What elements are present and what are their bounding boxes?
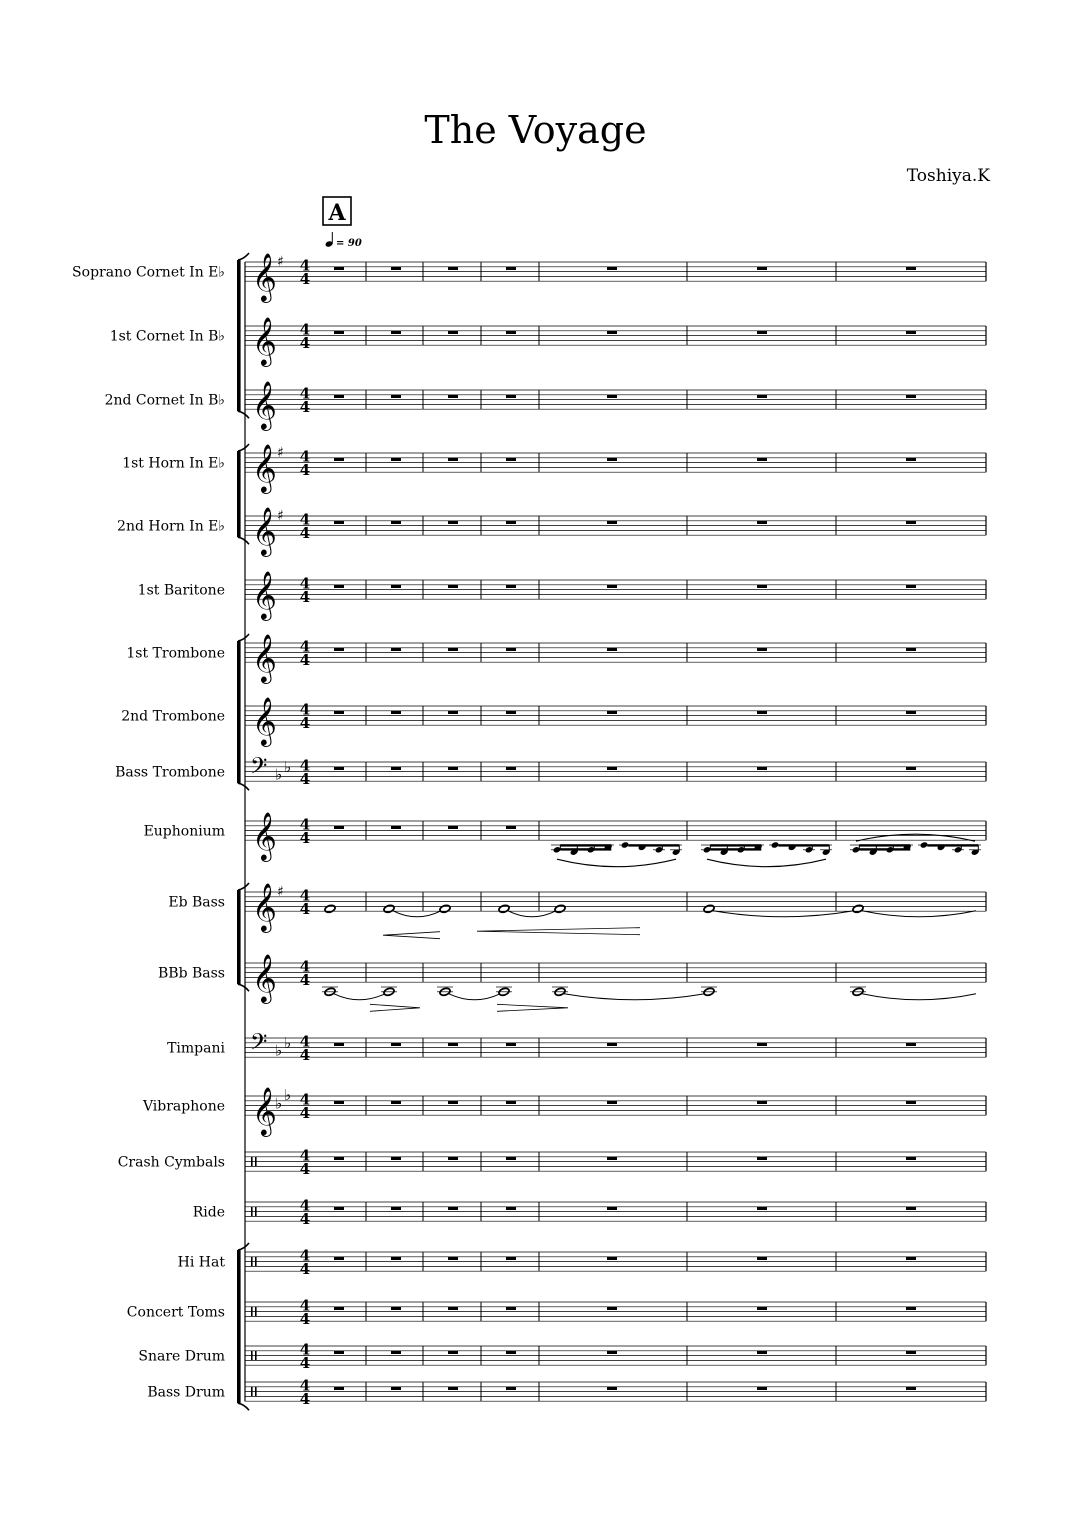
percussion-clef-icon (251, 1351, 253, 1361)
bracket-hook (238, 253, 249, 260)
time-signature-numerator: 4 (299, 815, 311, 834)
whole-rest (506, 1207, 516, 1210)
whole-rest (506, 267, 516, 270)
whole-rest (391, 267, 401, 270)
whole-rest (506, 458, 516, 461)
group-bracket (237, 641, 241, 783)
whole-rest (506, 331, 516, 334)
whole-rest (906, 1043, 916, 1046)
tempo-marking: = 90 (336, 238, 362, 249)
instrument-label: Concert Toms (126, 1304, 225, 1321)
beam (859, 844, 910, 846)
staff (245, 754, 986, 789)
treble-clef-icon: 𝄞 (252, 506, 277, 556)
whole-rest (607, 521, 617, 524)
staff (245, 443, 986, 494)
whole-rest (607, 1257, 617, 1260)
flat-icon: ♭ (284, 757, 292, 776)
time-signature-denominator: 4 (299, 1046, 311, 1065)
beam (778, 844, 829, 846)
sharp-icon: ♯ (277, 884, 284, 900)
whole-rest (334, 1101, 344, 1104)
time-signature-numerator: 4 (299, 1090, 311, 1109)
whole-rest (607, 1307, 617, 1310)
whole-rest (334, 458, 344, 461)
staff (245, 882, 986, 933)
instrument-label: 1st Cornet In B♭ (109, 328, 225, 345)
time-signature-denominator: 4 (299, 1210, 311, 1229)
whole-note (439, 904, 451, 913)
header-marks (237, 197, 362, 1410)
whole-rest (506, 711, 516, 714)
staff (245, 570, 986, 621)
whole-rest (391, 331, 401, 334)
time-signature-denominator: 4 (299, 900, 311, 919)
whole-rest (391, 1387, 401, 1390)
whole-rest (607, 767, 617, 770)
flat-icon: ♭ (284, 1033, 292, 1052)
whole-rest (334, 1307, 344, 1310)
time-signature-numerator: 4 (299, 384, 311, 403)
staff (245, 1030, 986, 1065)
instrument-label: Bass Trombone (115, 764, 225, 781)
whole-rest (757, 585, 767, 588)
whole-rest (906, 331, 916, 334)
slur (557, 859, 676, 867)
time-signature-denominator: 4 (299, 1104, 311, 1123)
staff (245, 316, 986, 367)
whole-rest (334, 1207, 344, 1210)
whole-rest (506, 1101, 516, 1104)
staff (245, 380, 986, 431)
time-signature-denominator: 4 (299, 1310, 311, 1329)
whole-rest (906, 395, 916, 398)
instrument-label: Crash Cymbals (117, 1154, 225, 1171)
treble-clef-icon: 𝄞 (252, 696, 277, 746)
instrument-label: Eb Bass (168, 894, 225, 911)
whole-rest (391, 1101, 401, 1104)
whole-rest (506, 585, 516, 588)
whole-rest (334, 1387, 344, 1390)
tie (564, 994, 705, 1000)
bracket-hook (238, 883, 249, 890)
whole-rest (448, 267, 458, 270)
whole-rest (757, 1157, 767, 1160)
staff (245, 506, 986, 557)
whole-rest (757, 1207, 767, 1210)
whole-rest (506, 767, 516, 770)
whole-rest (506, 826, 516, 829)
instrument-label: Timpani (167, 1040, 225, 1057)
whole-rest (391, 826, 401, 829)
group-bracket (237, 890, 241, 984)
bracket-hook (238, 984, 249, 991)
bracket-hook (238, 1243, 249, 1250)
staff (245, 811, 986, 862)
whole-rest (448, 331, 458, 334)
rehearsal-mark: A (328, 200, 346, 226)
whole-rest (448, 1043, 458, 1046)
bracket-hook (238, 411, 249, 418)
whole-rest (607, 648, 617, 651)
time-signature-denominator: 4 (299, 1160, 311, 1179)
staff (245, 252, 986, 303)
tie (862, 994, 976, 1000)
time-signature-numerator: 4 (299, 510, 311, 529)
whole-rest (334, 521, 344, 524)
whole-rest (334, 711, 344, 714)
whole-rest (391, 585, 401, 588)
whole-rest (391, 1207, 401, 1210)
percussion-clef-icon (251, 1157, 253, 1167)
instrument-label: 1st Trombone (126, 645, 225, 662)
whole-rest (906, 267, 916, 270)
whole-rest (391, 648, 401, 651)
beam (710, 844, 761, 846)
whole-rest (334, 1257, 344, 1260)
whole-rest (506, 395, 516, 398)
time-signature-denominator: 4 (299, 1390, 311, 1409)
whole-rest (906, 521, 916, 524)
time-signature-numerator: 4 (299, 447, 311, 466)
time-signature-denominator: 4 (299, 714, 311, 733)
whole-rest (391, 1257, 401, 1260)
time-signature-denominator: 4 (299, 1260, 311, 1279)
time-signature-numerator: 4 (299, 637, 311, 656)
whole-rest (607, 711, 617, 714)
whole-rest (506, 1307, 516, 1310)
bracket-hook (238, 1403, 249, 1410)
whole-rest (391, 1157, 401, 1160)
flat-icon: ♭ (275, 765, 283, 784)
time-signature-numerator: 4 (299, 1196, 311, 1215)
whole-rest (391, 711, 401, 714)
whole-rest (391, 521, 401, 524)
whole-rest (391, 395, 401, 398)
whole-rest (334, 395, 344, 398)
whole-rest (506, 648, 516, 651)
whole-rest (448, 1307, 458, 1310)
sharp-icon: ♯ (277, 445, 284, 461)
tie (393, 911, 441, 917)
bracket-hook (238, 537, 249, 544)
whole-rest (757, 1257, 767, 1260)
instrument-label: Bass Drum (147, 1384, 225, 1401)
instrument-label: Soprano Cornet In E♭ (72, 264, 225, 281)
whole-note (852, 904, 864, 913)
composer-name: Toshiya.K (906, 166, 990, 186)
music (322, 0, 986, 1390)
flat-icon: ♭ (275, 1041, 283, 1060)
time-signature-denominator: 4 (299, 334, 311, 353)
instrument-label: 2nd Trombone (121, 708, 225, 725)
whole-rest (506, 521, 516, 524)
whole-rest (607, 331, 617, 334)
treble-clef-icon: 𝄞 (252, 953, 277, 1003)
time-signature-numerator: 4 (299, 1246, 311, 1265)
treble-clef-icon: 𝄞 (252, 882, 277, 932)
percussion-clef-icon (255, 1351, 257, 1361)
whole-rest (448, 585, 458, 588)
whole-rest (391, 1043, 401, 1046)
whole-rest (906, 1351, 916, 1354)
whole-rest (757, 1387, 767, 1390)
whole-rest (334, 585, 344, 588)
whole-rest (448, 1387, 458, 1390)
whole-rest (906, 1257, 916, 1260)
whole-rest (757, 1307, 767, 1310)
treble-clef-icon: 𝄞 (252, 633, 277, 683)
time-signature-denominator: 4 (299, 1354, 311, 1373)
tie (334, 994, 385, 1000)
staff (245, 1341, 986, 1373)
percussion-clef-icon (255, 1207, 257, 1217)
whole-rest (757, 767, 767, 770)
beam (628, 844, 679, 846)
whole-rest (448, 458, 458, 461)
percussion-clef-icon (251, 1207, 253, 1217)
whole-rest (448, 711, 458, 714)
whole-rest (448, 767, 458, 770)
whole-note (383, 904, 395, 913)
bracket-hook (238, 783, 249, 790)
whole-rest (334, 1043, 344, 1046)
beam (560, 848, 611, 850)
whole-rest (506, 1351, 516, 1354)
whole-rest (906, 767, 916, 770)
instrument-label: Ride (192, 1204, 225, 1221)
whole-rest (607, 1207, 617, 1210)
flat-icon: ♭ (284, 1085, 292, 1104)
whole-rest (506, 1257, 516, 1260)
beam (927, 844, 978, 846)
whole-rest (906, 1101, 916, 1104)
time-signature-numerator: 4 (299, 1340, 311, 1359)
whole-rest (391, 767, 401, 770)
beam (710, 848, 761, 850)
time-signature-denominator: 4 (299, 588, 311, 607)
whole-note (703, 904, 715, 913)
whole-rest (607, 395, 617, 398)
time-signature-numerator: 4 (299, 574, 311, 593)
time-signature-numerator: 4 (299, 957, 311, 976)
time-signature-denominator: 4 (299, 829, 311, 848)
flat-icon: ♭ (275, 1094, 283, 1113)
staff (245, 696, 986, 747)
whole-rest (334, 267, 344, 270)
whole-rest (334, 1351, 344, 1354)
staff (245, 1147, 986, 1179)
whole-rest (906, 711, 916, 714)
whole-rest (607, 1043, 617, 1046)
whole-rest (757, 711, 767, 714)
whole-rest (448, 1351, 458, 1354)
staff (245, 1247, 986, 1279)
time-signature-numerator: 4 (299, 1376, 311, 1395)
whole-rest (607, 585, 617, 588)
whole-rest (757, 1101, 767, 1104)
percussion-clef-icon (255, 1157, 257, 1167)
whole-rest (448, 1207, 458, 1210)
treble-clef-icon: 𝄞 (252, 252, 277, 302)
whole-rest (448, 521, 458, 524)
whole-rest (607, 267, 617, 270)
bass-clef-icon: 𝄢 (250, 753, 268, 785)
time-signature-denominator: 4 (299, 770, 311, 789)
staves (245, 252, 986, 1408)
time-signature-numerator: 4 (299, 756, 311, 775)
whole-rest (448, 1157, 458, 1160)
staff (245, 1297, 986, 1329)
crescendo-hairpin (383, 932, 440, 939)
whole-rest (906, 1207, 916, 1210)
treble-clef-icon: 𝄞 (252, 570, 277, 620)
whole-rest (757, 521, 767, 524)
treble-clef-icon: 𝄞 (252, 380, 277, 430)
sharp-icon: ♯ (277, 508, 284, 524)
decrescendo-hairpin (370, 1004, 420, 1011)
bracket-hook (238, 634, 249, 641)
whole-note (324, 904, 336, 913)
whole-rest (757, 395, 767, 398)
time-signature-numerator: 4 (299, 700, 311, 719)
whole-rest (906, 1157, 916, 1160)
whole-rest (757, 267, 767, 270)
whole-rest (757, 1351, 767, 1354)
whole-rest (506, 1043, 516, 1046)
instrument-label: 2nd Cornet In B♭ (104, 392, 225, 409)
time-signature-numerator: 4 (299, 256, 311, 275)
score-title: The Voyage (424, 108, 647, 152)
tie (713, 911, 854, 917)
whole-rest (448, 826, 458, 829)
whole-rest (757, 331, 767, 334)
sharp-icon: ♯ (277, 254, 284, 270)
whole-rest (334, 826, 344, 829)
bracket-hook (238, 444, 249, 451)
whole-rest (334, 648, 344, 651)
percussion-clef-icon (255, 1307, 257, 1317)
whole-rest (448, 1257, 458, 1260)
whole-rest (334, 767, 344, 770)
tie (508, 911, 556, 917)
time-signature-denominator: 4 (299, 971, 311, 990)
beam (560, 844, 611, 846)
instrument-label: Snare Drum (138, 1348, 225, 1365)
staff (245, 1197, 986, 1229)
instrument-label: 1st Baritone (137, 582, 225, 599)
instrument-label: Hi Hat (177, 1254, 225, 1271)
crescendo-hairpin (477, 928, 640, 935)
time-signature-denominator: 4 (299, 461, 311, 480)
group-bracket (237, 451, 241, 537)
group-bracket (237, 1250, 241, 1403)
whole-rest (607, 1157, 617, 1160)
whole-rest (757, 648, 767, 651)
group-bracket (237, 260, 241, 411)
whole-rest (506, 1387, 516, 1390)
tie (862, 911, 976, 917)
percussion-clef-icon (255, 1387, 257, 1397)
instrument-labels (72, 265, 225, 1401)
beam (859, 848, 910, 850)
whole-rest (448, 1101, 458, 1104)
whole-rest (391, 1351, 401, 1354)
whole-rest (757, 1043, 767, 1046)
whole-rest (607, 458, 617, 461)
treble-clef-icon: 𝄞 (252, 316, 277, 366)
tie (449, 994, 500, 1000)
percussion-clef-icon (251, 1307, 253, 1317)
treble-clef-icon: 𝄞 (252, 443, 277, 493)
time-signature-numerator: 4 (299, 320, 311, 339)
whole-rest (607, 1101, 617, 1104)
percussion-clef-icon (255, 1257, 257, 1267)
time-signature-numerator: 4 (299, 1146, 311, 1165)
slur (707, 859, 826, 867)
whole-rest (506, 1157, 516, 1160)
decrescendo-hairpin (497, 1004, 568, 1011)
whole-rest (906, 1387, 916, 1390)
whole-rest (607, 1387, 617, 1390)
whole-rest (906, 458, 916, 461)
whole-rest (448, 648, 458, 651)
time-signature-numerator: 4 (299, 886, 311, 905)
staff (245, 633, 986, 684)
whole-rest (334, 1157, 344, 1160)
whole-rest (757, 458, 767, 461)
instrument-label: 2nd Horn In E♭ (117, 518, 225, 535)
whole-note (498, 904, 510, 913)
whole-rest (906, 585, 916, 588)
percussion-clef-icon (251, 1387, 253, 1397)
instrument-label: Euphonium (143, 823, 225, 840)
percussion-clef-icon (251, 1257, 253, 1267)
whole-rest (391, 1307, 401, 1310)
whole-rest (906, 648, 916, 651)
time-signature-denominator: 4 (299, 651, 311, 670)
instrument-label: Vibraphone (142, 1098, 225, 1115)
treble-clef-icon: 𝄞 (252, 811, 277, 861)
time-signature-denominator: 4 (299, 398, 311, 417)
whole-rest (448, 395, 458, 398)
bass-clef-icon: 𝄢 (250, 1029, 268, 1061)
time-signature-denominator: 4 (299, 270, 311, 289)
staff (245, 1086, 986, 1137)
time-signature-numerator: 4 (299, 1032, 311, 1051)
whole-rest (906, 1307, 916, 1310)
staff (245, 1377, 986, 1409)
whole-note (554, 904, 566, 913)
treble-clef-icon: 𝄞 (252, 1086, 277, 1136)
whole-rest (334, 331, 344, 334)
whole-rest (607, 1351, 617, 1354)
time-signature-denominator: 4 (299, 524, 311, 543)
instrument-label: 1st Horn In E♭ (122, 455, 225, 472)
instrument-label: BBb Bass (158, 965, 225, 982)
time-signature-numerator: 4 (299, 1296, 311, 1315)
whole-rest (391, 458, 401, 461)
